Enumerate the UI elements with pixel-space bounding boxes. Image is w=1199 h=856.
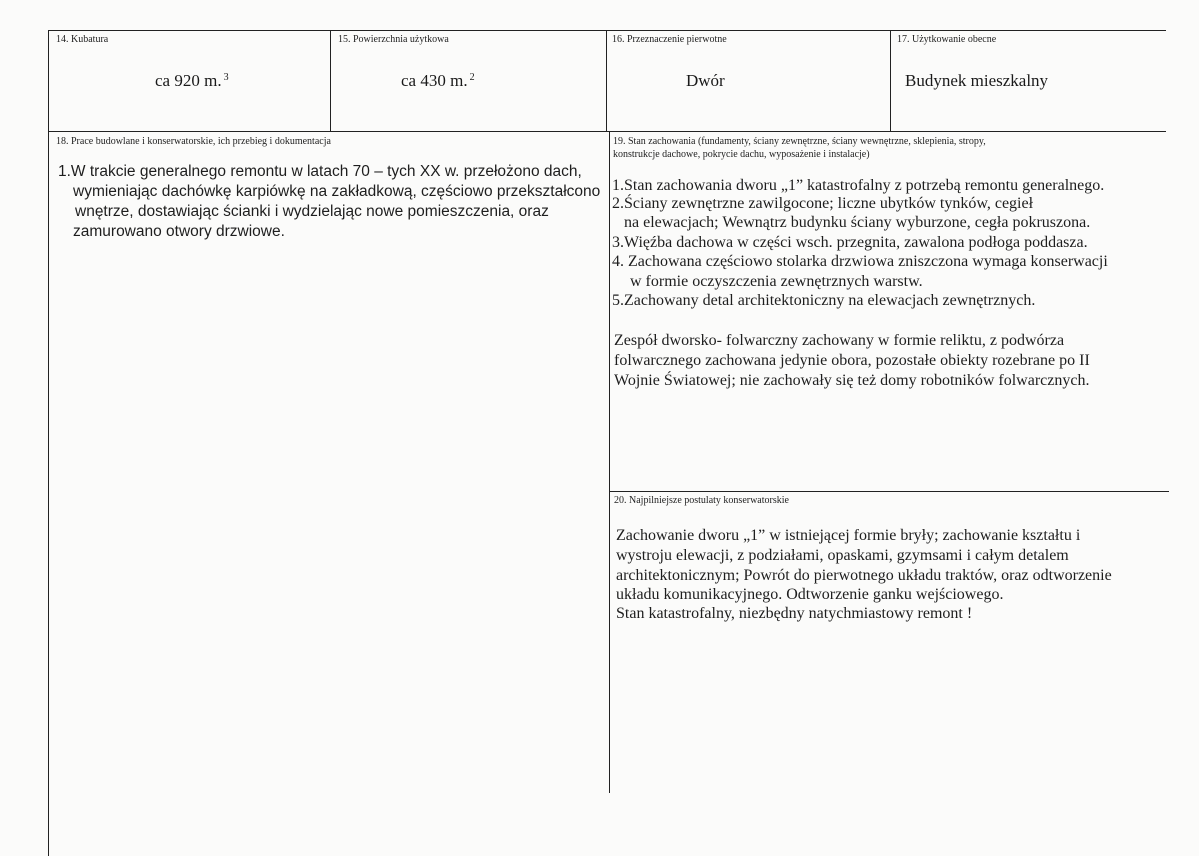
kubatura-unit-exponent: 3 (223, 72, 229, 83)
divider-16-17 (890, 30, 891, 131)
field-18-label: 18. Prace budowlane i konserwatorskie, ich przebieg i dokumentacja (56, 136, 331, 147)
field-19-paragraph-line-1: Zespół dworsko- folwarczny zachowany w formie reliktu, z podwórza (614, 332, 1065, 349)
field-15-value (401, 71, 475, 91)
field-19-label-line-2: konstrukcje dachowe, pokrycie dachu, wyposażenie i instalacje) (613, 149, 870, 160)
field-19-label-line-1: 19. Stan zachowania (fundamenty, ściany zewnętrzne, ściany wewnętrzne, sklepienia, stropy, (613, 136, 986, 147)
field-19-line-2: 2.Ściany zewnętrzne zawilgocone; liczne ubytków tynków, cegieł (612, 195, 1034, 212)
field-19-line-5: 4. Zachowana częściowo stolarka drzwiowa zniszczona wymaga konserwacji (612, 253, 1108, 270)
field-20-label: 20. Najpilniejsze postulaty konserwatorskie (614, 495, 789, 506)
top-border (48, 30, 1166, 31)
field-18-line-4: zamurowano otwory drzwiowe. (73, 223, 285, 240)
field-18-line-1: 1.W trakcie generalnego remontu w latach 70 – tych XX w. przełożono dach, (58, 163, 582, 180)
field-20-line-3: architektonicznym; Powrót do pierwotnego układu traktów, oraz odtworzenie (616, 567, 1112, 584)
kubatura-value: ca 920 m. (155, 71, 222, 90)
field-19-line-4: 3.Więźba dachowa w części wsch. przegnita, zawalona podłoga poddasza. (612, 234, 1088, 251)
area-unit-exponent: 2 (469, 72, 475, 83)
field-19-paragraph-line-3: Wojnie Światowej; nie zachowały się też domy robotników folwarcznych. (614, 372, 1090, 389)
divider-15-16 (606, 30, 607, 131)
divider-18-19 (609, 131, 610, 793)
left-border (48, 30, 49, 856)
field-14-label: 14. Kubatura (56, 34, 109, 45)
field-17-value: Budynek mieszkalny (905, 71, 1049, 90)
field-17-label: 17. Użytkowanie obecne (897, 34, 997, 45)
row1-bottom-border (48, 131, 1166, 132)
field-19-paragraph-line-2: folwarcznego zachowana jedynie obora, pozostałe obiekty rozebrane po II (614, 352, 1090, 369)
field-18-line-3: wnętrze, dostawiając ścianki i wydzielając nowe pomieszczenia, oraz (75, 203, 549, 220)
field-20-line-5: Stan katastrofalny, niezbędny natychmiastowy remont ! (616, 605, 973, 622)
field-18-line-2: wymieniając dachówkę karpiówkę na zakładkową, częściowo przekształcono (73, 183, 601, 200)
field-19-line-1: 1.Stan zachowania dworu „1” katastrofalny z potrzebą remontu generalnego. (612, 177, 1105, 194)
field-15-label: 15. Powierzchnia użytkowa (338, 34, 449, 45)
area-value: ca 430 m. (401, 71, 468, 90)
field-20-line-2: wystroju elewacji, z podziałami, opaskami, gzymsami i całym detalem (616, 547, 1069, 564)
field-16-label: 16. Przeznaczenie pierwotne (612, 34, 727, 45)
field-20-line-4: układu komunikacyjnego. Odtworzenie ganku wejściowego. (616, 586, 1004, 603)
field-19-line-6: w formie oczyszczenia zewnętrznych warstw. (630, 273, 923, 290)
field-19-line-3: na elewacjach; Wewnątrz budynku ściany wyburzone, cegła pokruszona. (624, 214, 1091, 231)
field-19-line-7: 5.Zachowany detal architektoniczny na elewacjach zewnętrznych. (612, 292, 1036, 309)
field-20-line-1: Zachowanie dworu „1” w istniejącej formie bryły; zachowanie kształtu i (616, 527, 1081, 544)
field-16-value: Dwór (686, 71, 725, 90)
field-14-value (155, 71, 229, 91)
divider-19-20 (609, 491, 1169, 492)
divider-14-15 (330, 30, 331, 131)
